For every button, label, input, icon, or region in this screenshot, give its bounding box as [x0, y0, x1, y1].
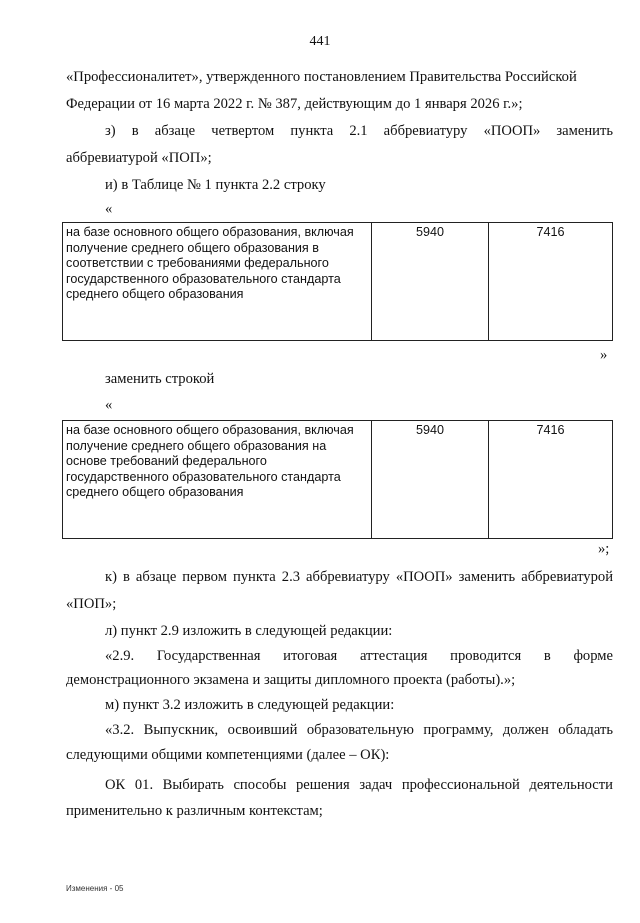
paragraph-5-line-2: «ПОП»; — [66, 596, 117, 612]
paragraph-1-line-2: Федерации от 16 марта 2022 г. № 387, действующим до 1 января 2026 г.»; — [66, 96, 523, 112]
table-1-value-2: 7416 — [489, 223, 613, 341]
open-quote-1: « — [105, 201, 113, 217]
table-1-value-1: 5940 — [372, 223, 489, 341]
table-2-description: на базе основного общего образования, включая получение среднего общего образования на основе требований федерального государственного образовательного стандарта среднего общего образования — [63, 421, 372, 539]
paragraph-5-line-1: к) в абзаце первом пункта 2.3 аббревиатуру «ПООП» заменить аббревиатурой — [105, 569, 614, 585]
table-1-description: на базе основного общего образования, включая получение среднего общего образования в соответствии с требованиями федерального государственного образовательного стандарта среднего общего образования — [63, 223, 372, 341]
open-quote-2: « — [105, 397, 113, 413]
table-2-value-1: 5940 — [372, 421, 489, 539]
table-2-value-2: 7416 — [489, 421, 613, 539]
paragraph-8: м) пункт 3.2 изложить в следующей редакции: — [105, 697, 395, 713]
footer-note: Изменения - 05 — [66, 884, 124, 893]
close-quote-1: » — [600, 347, 608, 363]
paragraph-7-line-1: «2.9. Государственная итоговая аттестация проводится в форме — [105, 648, 614, 664]
paragraph-4: заменить строкой — [105, 371, 215, 387]
paragraph-10-line-2: применительно к различным контекстам; — [66, 803, 323, 819]
paragraph-2-line-1: з) в абзаце четвертом пункта 2.1 аббревиатуру «ПООП» заменить — [105, 123, 614, 139]
paragraph-9-line-2: следующими общими компетенциями (далее – ОК): — [66, 747, 390, 763]
table-row-replacement — [62, 420, 613, 539]
paragraph-7-line-2: демонстрационного экзамена и защиты дипломного проекта (работы).»; — [66, 672, 516, 688]
paragraph-10-line-1: ОК 01. Выбирать способы решения задач профессиональной деятельности — [105, 777, 613, 793]
page-number: 441 — [309, 34, 331, 49]
paragraph-3: и) в Таблице № 1 пункта 2.2 строку — [105, 177, 326, 193]
paragraph-1-line-1: «Профессионалитет», утвержденного постановлением Правительства Российской — [66, 69, 577, 85]
paragraph-6: л) пункт 2.9 изложить в следующей редакции: — [105, 623, 393, 639]
close-quote-2: »; — [598, 541, 610, 557]
paragraph-2-line-2: аббревиатурой «ПОП»; — [66, 150, 212, 166]
table-row-original — [62, 222, 613, 341]
paragraph-9-line-1: «3.2. Выпускник, освоивший образовательную программу, должен обладать — [105, 722, 613, 738]
